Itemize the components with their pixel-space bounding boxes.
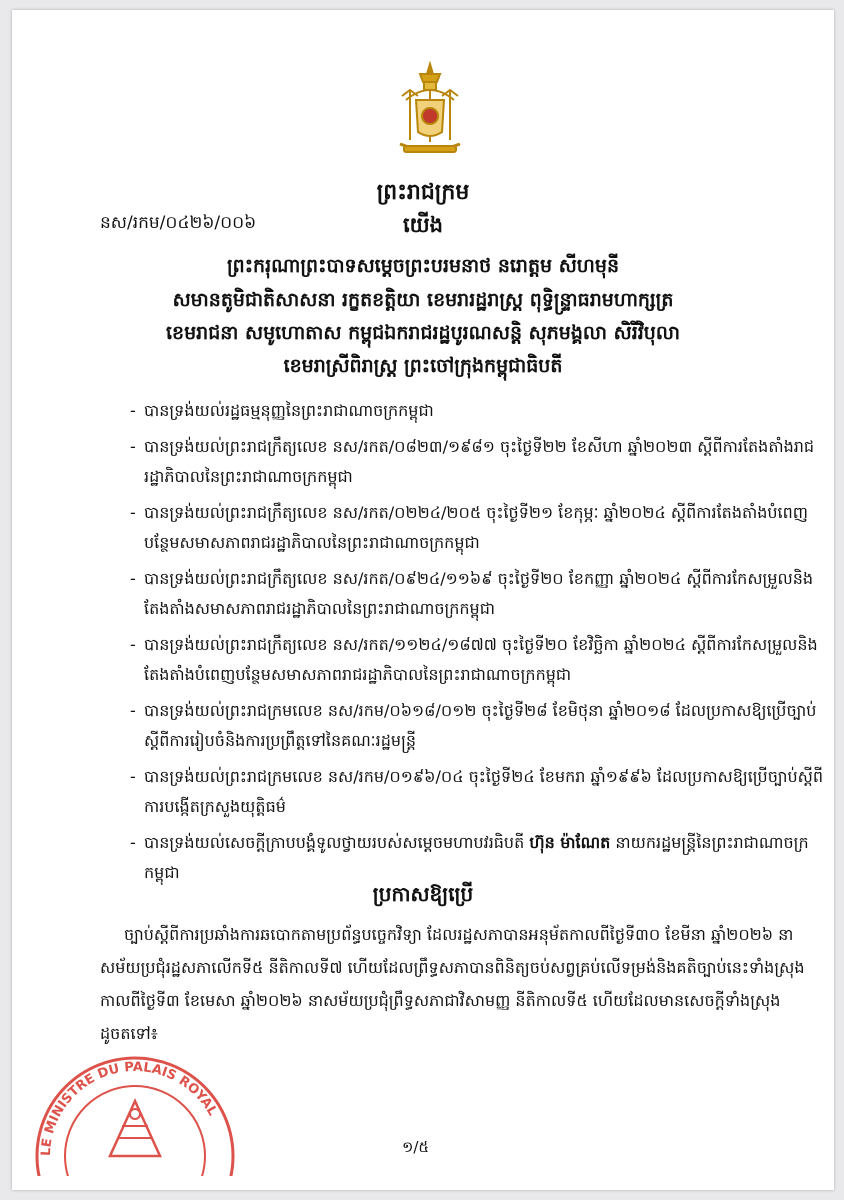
list-dash: - (130, 503, 136, 522)
legal-basis-item (130, 828, 830, 888)
legal-basis-list (130, 396, 830, 894)
legal-basis-text-after: នាយករដ្ឋមន្ត្រីនៃព្រះរាជាណាចក្រកម្ពុជា (144, 833, 809, 882)
list-dash: - (130, 767, 136, 786)
document-page (12, 10, 834, 1190)
list-dash: - (130, 437, 136, 456)
document-number: នស/រកម/០៤២៦/០០៦ (100, 213, 257, 233)
legal-basis-item (130, 396, 830, 426)
legal-basis-item (130, 696, 830, 756)
legal-basis-text: បានទ្រង់យល់ព្រះរាជក្រមលេខ នស/រកម/០៦១៨/០១២ ចុះថ្ងៃទី២៨ ខែមិថុនា ឆ្នាំ២០១៨ ដែលប្រកាសឱ្យប្រើច្បាប់ស្ដីពីការរៀបចំនិងការប្រព្រឹត្តទៅនៃគណៈរដ្ឋមន្ត្រី (144, 701, 817, 750)
law-description-paragraph: ច្បាប់ស្ដីពីការប្រឆាំងការឆបោកតាមប្រព័ន្ធបច្ចេកវិទ្យា ដែលរដ្ឋសភាបានអនុម័តកាលពីថ្ងៃទី៣០ ខែមីនា ឆ្នាំ២០២៦ នាសម័យប្រជុំរដ្ឋសភាលើកទី៥ នីតិកាលទី៧ ហើយដែលព្រឹទ្ធសភាបានពិនិត្យចប់សព្វគ្រប់លើទម្រង់និងគតិច្បាប់នេះទាំងស្រុងកាលពីថ្ងៃទី៣ ខែមេសា ឆ្នាំ២០២៦ នាសម័យប្រជុំព្រឹទ្ធសភាជាវិសាមញ្ញ នីតិកាលទី៥ ហើយដែលមានសេចក្ដីទាំងស្រុងដូចតទៅ៖ (100, 925, 805, 1043)
legal-basis-text: បានទ្រង់យល់ព្រះរាជក្រឹត្យលេខ នស/រកត/០៩២៤/១១៦៩ ចុះថ្ងៃទី២០ ខែកញ្ញា ឆ្នាំ២០២៤ ស្ដីពីការកែសម្រួលនិងតែងតាំងសមាសភាពរាជរដ្ឋាភិបាលនៃព្រះរាជាណាចក្រកម្ពុជា (144, 569, 814, 618)
legal-basis-text: បានទ្រង់យល់ព្រះរាជក្រឹត្យលេខ នស/រកត/០២២៤/២០៥ ចុះថ្ងៃទី២១ ខែកុម្ភៈ ឆ្នាំ២០២៤ ស្ដីពីការតែងតាំងបំពេញបន្ថែមសមាសភាពរាជរដ្ឋាភិបាលនៃព្រះរាជាណាចក្រកម្ពុជា (144, 503, 808, 552)
list-dash: - (130, 569, 136, 588)
legal-basis-item (130, 630, 830, 690)
list-dash: - (130, 833, 136, 852)
legal-basis-item (130, 564, 830, 624)
legal-basis-item (130, 432, 830, 492)
legal-basis-item (130, 498, 830, 558)
legal-basis-item (130, 762, 830, 822)
legal-basis-text: បានទ្រង់យល់ព្រះរាជក្រមលេខ នស/រកម/០១៩៦/០៤ ចុះថ្ងៃទី២៤ ខែមករា ឆ្នាំ១៩៩៦ ដែលប្រកាសឱ្យប្រើច្បាប់ស្ដីពីការបង្កើតក្រសួងយុត្តិធម៌ (144, 767, 824, 816)
red-ministry-seal-stamp (30, 1006, 240, 1176)
document-we-heading: យើង (403, 213, 443, 237)
prime-minister-name: ហ៊ុន ម៉ាណែត (529, 833, 611, 852)
legal-basis-text: បានទ្រង់យល់រដ្ឋធម្មនុញ្ញនៃព្រះរាជាណាចក្រកម្ពុជា (144, 401, 434, 420)
royal-coat-of-arms-emblem (380, 60, 480, 160)
royal-title-line-3: ខេមរាជនា សមូហោតាស កម្ពុជឯករាជរដ្ឋបូរណសន្តិ សុភមង្គលា សិរីវិបុលា (166, 322, 680, 344)
legal-basis-text: បានទ្រង់យល់ព្រះរាជក្រឹត្យលេខ នស/រកត/១១២៤/១៨៧៧ ចុះថ្ងៃទី២០ ខែវិច្ឆិកា ឆ្នាំ២០២៤ ស្ដីពីការកែសម្រួលនិងតែងតាំងបំពេញបន្ថែមសមាសភាពរាជរដ្ឋាភិបាលនៃព្រះរាជាណាចក្រកម្ពុជា (144, 635, 818, 684)
list-dash: - (130, 635, 136, 654)
proclamation-heading: ប្រកាសឱ្យប្រើ (372, 882, 474, 906)
royal-title-line-2: សមានតូមិជាតិសាសនា រក្ខតខត្តិយា ខេមរារដ្ឋរាស្ត្រ ពុទ្ធិន្ទ្រាធរាមហាក្សត្រ (172, 289, 674, 311)
legal-basis-text: បានទ្រង់យល់សេចក្ដីក្រាបបង្គំទូលថ្វាយរបស់សម្ដេចមហាបវរធិបតី (144, 833, 525, 852)
page-number: ១/៥ (402, 1138, 430, 1156)
seal-text: LE MINISTRE DU PALAIS ROYAL (38, 1059, 220, 1157)
royal-title-line-1: ព្រះករុណាព្រះបាទសម្ដេចព្រះបរមនាថ នរោត្ដម សីហមុនី (226, 255, 620, 277)
legal-basis-text: បានទ្រង់យល់ព្រះរាជក្រឹត្យលេខ នស/រកត/០៨២៣/១៩៨១ ចុះថ្ងៃទី២២ ខែសីហា ឆ្នាំ២០២៣ ស្ដីពីការតែងតាំងរាជរដ្ឋាភិបាលនៃព្រះរាជាណាចក្រកម្ពុជា (144, 437, 815, 486)
list-dash: - (130, 701, 136, 720)
royal-title-line-4: ខេមរាស្រីពិរាស្ត្រ ព្រះចៅក្រុងកម្ពុជាធិបតី (283, 355, 563, 377)
list-dash: - (130, 401, 136, 420)
document-title: ព្រះរាជក្រម (376, 180, 470, 205)
